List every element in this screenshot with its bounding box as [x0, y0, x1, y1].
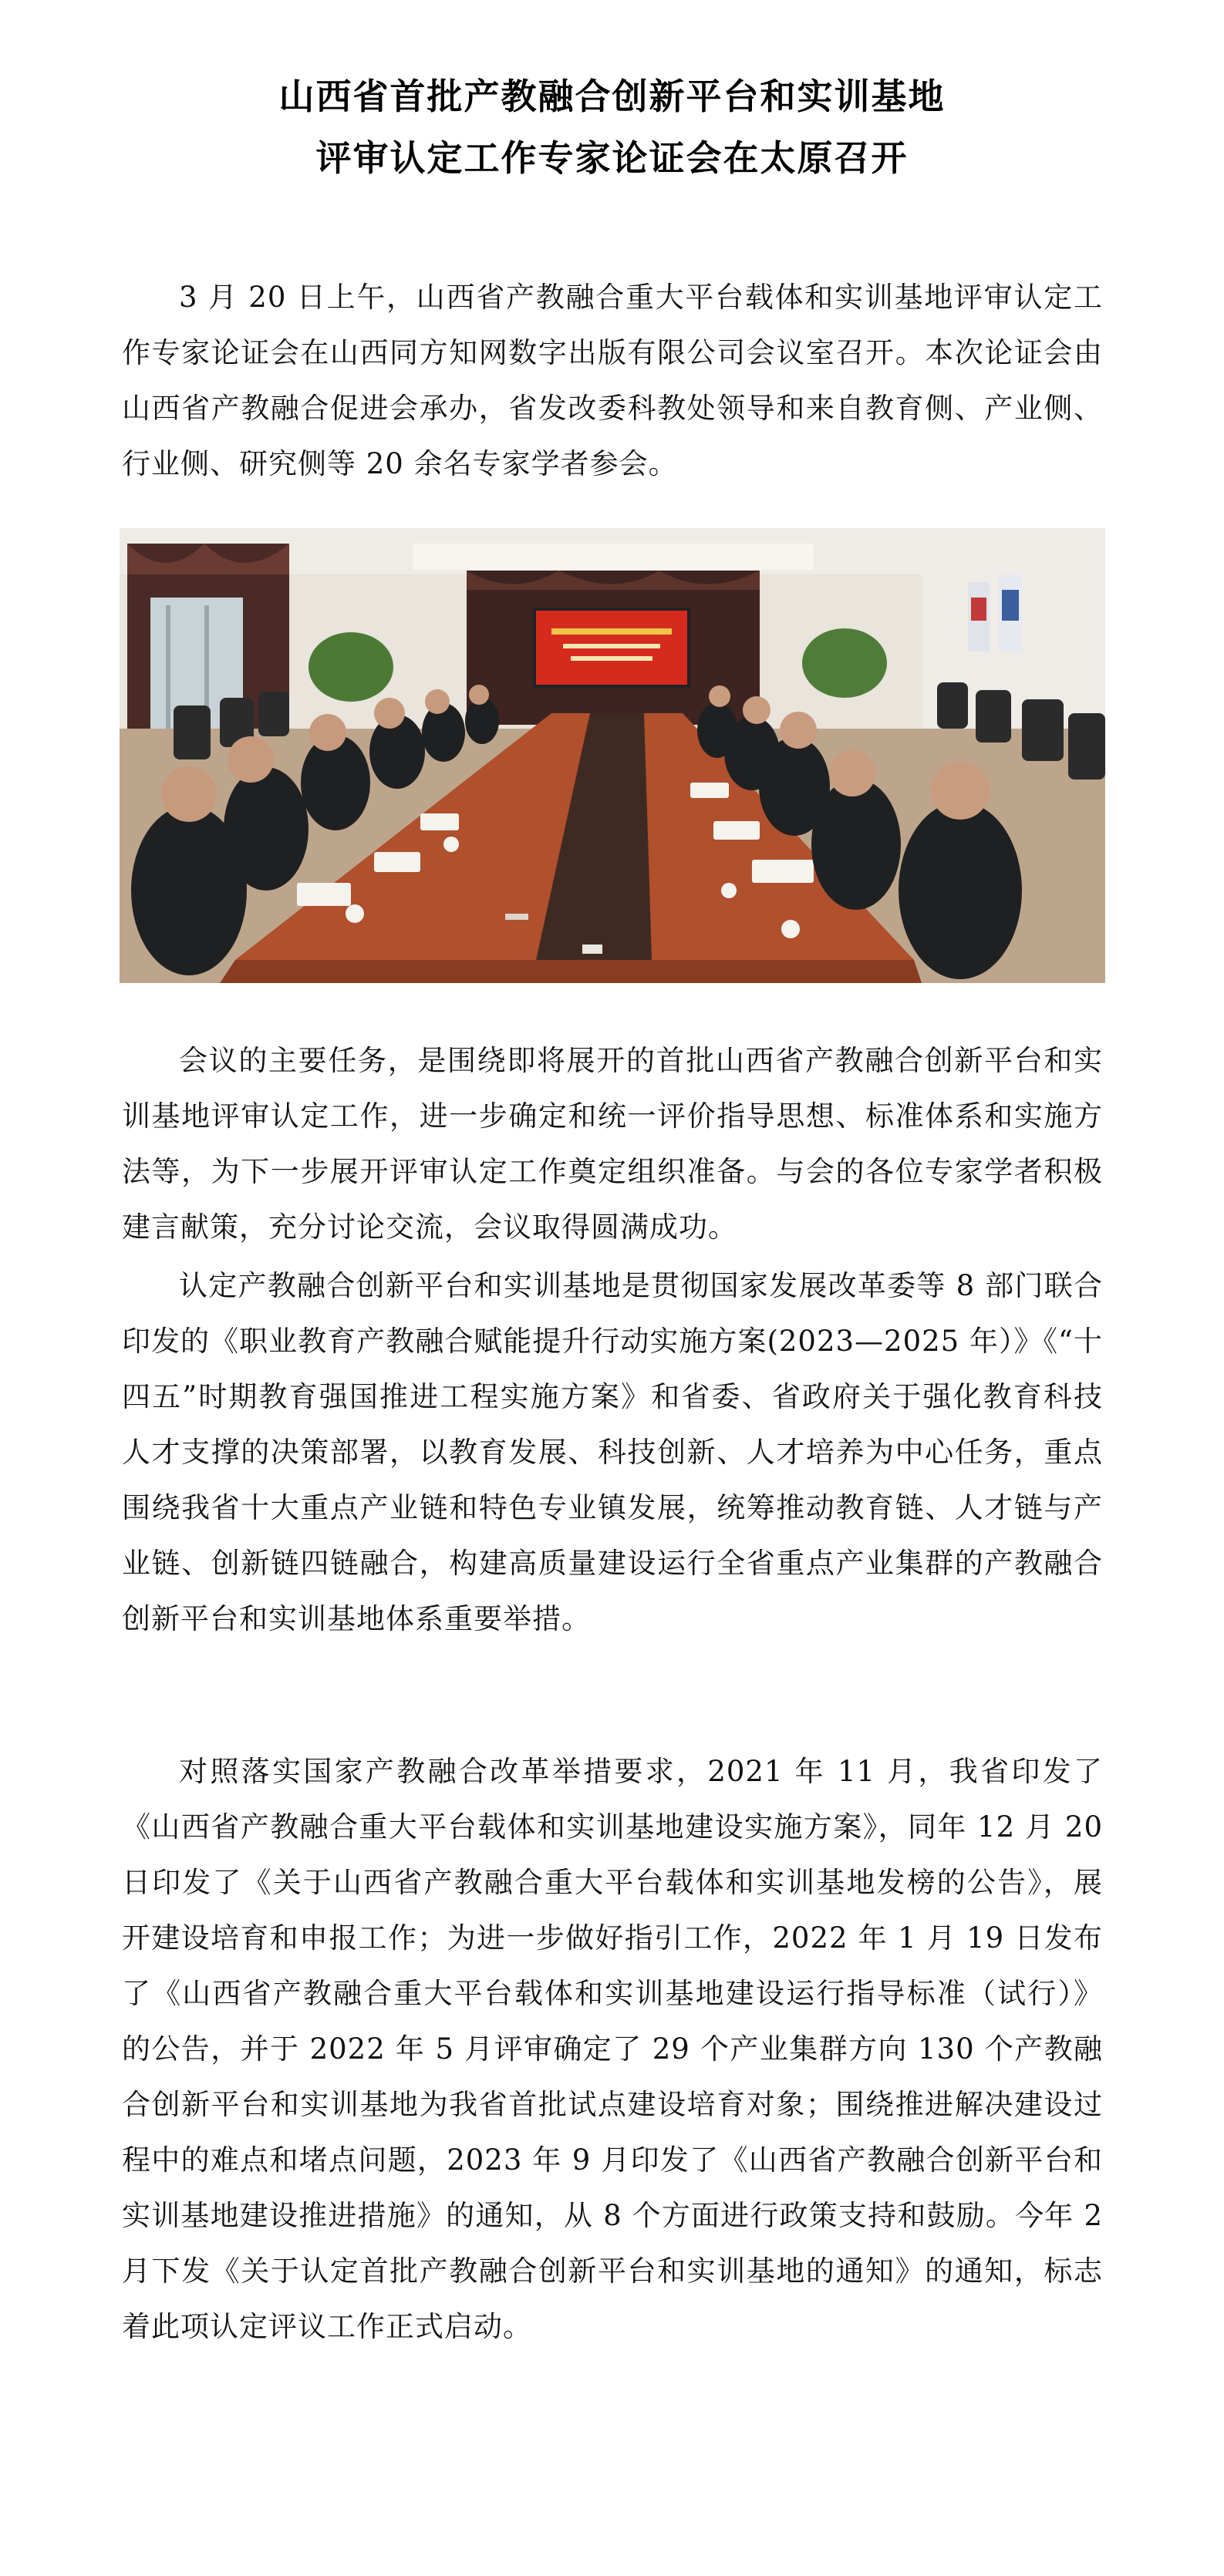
- paragraph-2: 会议的主要任务，是围绕即将展开的首批山西省产教融合创新平台和实训基地评审认定工作，进一步确定和统一评价指导思想、标准体系和实施方法等，为下一步展开评审认定工作奠定组织准备。与会的各位专家学者积极建言献策，充分讨论交流，会议取得圆满成功。: [122, 1044, 1103, 1244]
- paragraph-3: 认定产教融合创新平台和实训基地是贯彻国家发展改革委等 8 部门联合印发的《职业教育产教融合赋能提升行动实施方案(2023—2025 年）》《“十四五”时期教育强国推进工程实施方案》和省委、省政府关于强化教育科技人才支撑的决策部署，以教育发展、科技创新、人才培养为中心任务，重点围绕我省十大重点产业链和特色专业镇发展，统筹推动教育链、人才链与产业链、创新链四链融合，构建高质量建设运行全省重点产业集群的产教融合创新平台和实训基地体系重要举措。: [122, 1269, 1103, 1635]
- article-title-line-2: 评审认定工作专家论证会在太原召开: [315, 137, 909, 179]
- meeting-photo: [120, 528, 1105, 983]
- article-title-line-1: 山西省首批产教融合创新平台和实训基地: [278, 76, 946, 117]
- paragraph-1: 3 月 20 日上午，山西省产教融合重大平台载体和实训基地评审认定工作专家论证会在山西同方知网数字出版有限公司会议室召开。本次论证会由山西省产教融合促进会承办，省发改委科教处领导和来自教育侧、产业侧、行业侧、研究侧等 20 余名专家学者参会。: [122, 281, 1103, 480]
- paragraph-4: 对照落实国家产教融合改革举措要求，2021 年 11 月，我省印发了《山西省产教融合重大平台载体和实训基地建设实施方案》，同年 12 月 20 日印发了《关于山西省产教融合重大平台载体和实训基地发榜的公告》，展开建设培育和申报工作；为进一步做好指引工作，2022 年 1 月 19 日发布了《山西省产教融合重大平台载体和实训基地建设运行指导标准（试行）》的公告，并于 2022 年 5 月评审确定了 29 个产业集群方向 130 个产教融合创新平台和实训基地为我省首批试点建设培育对象；围绕推进解决建设过程中的难点和堵点问题，2023 年 9 月印发了《山西省产教融合创新平台和实训基地建设推进措施》的通知，从 8 个方面进行政策支持和鼓励。今年 2 月下发《关于认定首批产教融合创新平台和实训基地的通知》的通知，标志着此项认定评议工作正式启动。: [122, 1755, 1103, 2343]
